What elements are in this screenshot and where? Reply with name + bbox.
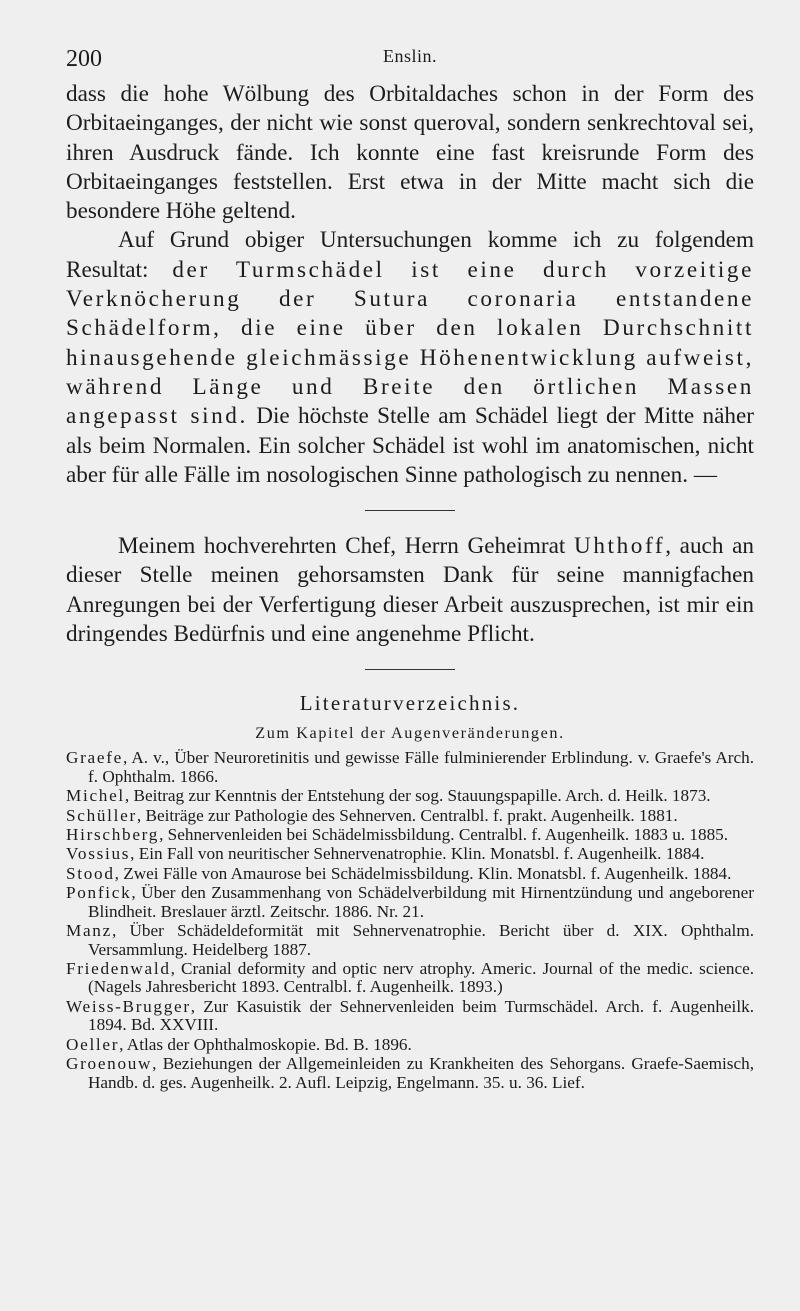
- reference-entry: [66, 884, 754, 921]
- reference-entry: [66, 845, 754, 864]
- reference-entry: [66, 1055, 754, 1092]
- reference-entry: [66, 922, 754, 959]
- reference-author: Schüller: [66, 805, 137, 825]
- reference-author: Hirschberg: [66, 825, 160, 845]
- reference-list: [66, 749, 754, 1092]
- reference-entry: [66, 960, 754, 997]
- reference-entry: [66, 787, 754, 806]
- reference-entry: [66, 1036, 754, 1055]
- document-page: [66, 0, 754, 1093]
- section-divider: [365, 669, 455, 670]
- running-head: Enslin.: [383, 46, 438, 66]
- literature-heading: Literaturverzeichnis.: [299, 691, 521, 716]
- paragraph-1: [66, 80, 754, 226]
- reference-entry: [66, 807, 754, 826]
- paragraph-2: [66, 226, 754, 490]
- paragraph-2-lead: Auf Grund obiger Untersuchungen komme ich zu folgendem Resultat:: [66, 227, 754, 283]
- reference-author: Weiss-Brugger: [66, 996, 191, 1016]
- reference-entry: [66, 826, 754, 845]
- reference-author: Friedenwald: [66, 958, 171, 978]
- reference-entry: [66, 998, 754, 1035]
- reference-text: , Cranial deformity and optic nerv atrophy. Americ. Journal of the medic. science. (Nagels Jahresbericht 1893. Centralbl. f. Augenheilk. 1893.): [88, 958, 754, 997]
- reference-author: Stood: [66, 863, 115, 883]
- reference-text: , Beiträge zur Pathologie des Sehnerven. Centralbl. f. prakt. Augenheilk. 1881.: [136, 805, 678, 825]
- reference-entry: [66, 749, 754, 786]
- literature-subheading: Zum Kapitel der Augenveränderungen.: [255, 724, 565, 743]
- reference-author: Groenouw: [66, 1054, 153, 1074]
- reference-author: Vossius: [66, 844, 131, 864]
- paragraph-1-text: dass die hohe Wölbung des Orbitaldaches schon in der Form des Orbitaeinganges, der nicht wie sonst queroval, sondern senkrechtoval sei, ihren Ausdruck fände. Ich konnte eine fast kreisrunde Form des Orbitaeinganges feststellen. Erst etwa in der Mitte macht sich die besondere Höhe geltend.: [66, 81, 754, 225]
- paragraph-2-spaced-result: der Turmschädel ist eine durch vorzeitige Verknöcherung der Sutura coronaria entstandene Schädelform, die eine über den lokalen Durchschnitt hinausgehende gleichmässige Höhenentwicklung aufweist, während Länge und Breite den örtlichen Massen angepasst sind.: [66, 256, 754, 430]
- reference-text: , A. v., Über Neuroretinitis und gewisse Fälle fulminierender Erblindung. v. Graefe's Arch. f. Ophthalm. 1866.: [88, 748, 754, 786]
- reference-author: Oeller: [66, 1034, 120, 1054]
- reference-text: , Beitrag zur Kenntnis der Entstehung der sog. Stauungspapille. Arch. d. Heilk. 1873.: [124, 786, 711, 806]
- reference-text: , Sehnervenleiden bei Schädelmissbildung. Centralbl. f. Augenheilk. 1883 u. 1885.: [159, 825, 729, 845]
- reference-author: Ponfick: [66, 883, 132, 903]
- reference-entry: [66, 865, 754, 884]
- reference-text: , Beziehungen der Allgemeinleiden zu Krankheiten des Sehorgans. Graefe-Saemisch, Handb. d. ges. Augenheilk. 2. Aufl. Leipzig, Engelmann. 35. u. 36. Lief.: [88, 1054, 754, 1092]
- reference-text: , Atlas der Ophthalmoskopie. Bd. B. 1896.: [119, 1034, 412, 1054]
- acknowledgement-name: Uhthoff: [574, 533, 666, 560]
- body-text: [66, 80, 754, 670]
- reference-author: Michel: [66, 786, 125, 806]
- reference-author: Manz: [66, 921, 112, 941]
- reference-text: , Zur Kasuistik der Sehnervenleiden beim Turmschädel. Arch. f. Augenheilk. 1894. Bd. XXVIII.: [88, 996, 754, 1035]
- reference-text: , Ein Fall von neuritischer Sehnervenatrophie. Klin. Monatsbl. f. Augenheilk. 1884.: [130, 844, 705, 864]
- page-header: [66, 0, 754, 80]
- reference-text: , Über den Zusammenhang von Schädelverbildung mit Hirnentzündung und angeborener Blindheit. Breslauer ärztl. Zeitschr. 1886. Nr. 21.: [88, 883, 754, 921]
- paragraph-2-tail: Die höchste Stelle am Schädel liegt der Mitte näher als beim Normalen. Ein solcher Schädel ist wohl im anatomischen, nicht aber für alle Fälle im nosologischen Sinne pathologisch zu nennen. —: [66, 403, 754, 488]
- page-number: 200: [66, 46, 102, 72]
- acknowledgement-paragraph: [66, 532, 754, 649]
- reference-text: , Zwei Fälle von Amaurose bei Schädelmissbildung. Klin. Monatsbl. f. Augenheilk. 1884.: [114, 863, 732, 883]
- section-divider: [365, 510, 455, 511]
- reference-author: Graefe: [66, 748, 123, 768]
- reference-text: , Über Schädeldeformität mit Sehnervenatrophie. Bericht über d. XIX. Ophthalm. Versammlung. Heidelberg 1887.: [88, 921, 754, 959]
- acknowledgement-tail: , auch an dieser Stelle meinen gehorsamsten Dank für seine mannigfachen Anregungen bei der Verfertigung dieser Arbeit auszusprechen, ist mir ein dringendes Bedürfnis und eine angenehme Pflicht.: [66, 533, 754, 648]
- acknowledgement-lead: Meinem hochverehrten Chef, Herrn Geheimrat: [118, 533, 574, 560]
